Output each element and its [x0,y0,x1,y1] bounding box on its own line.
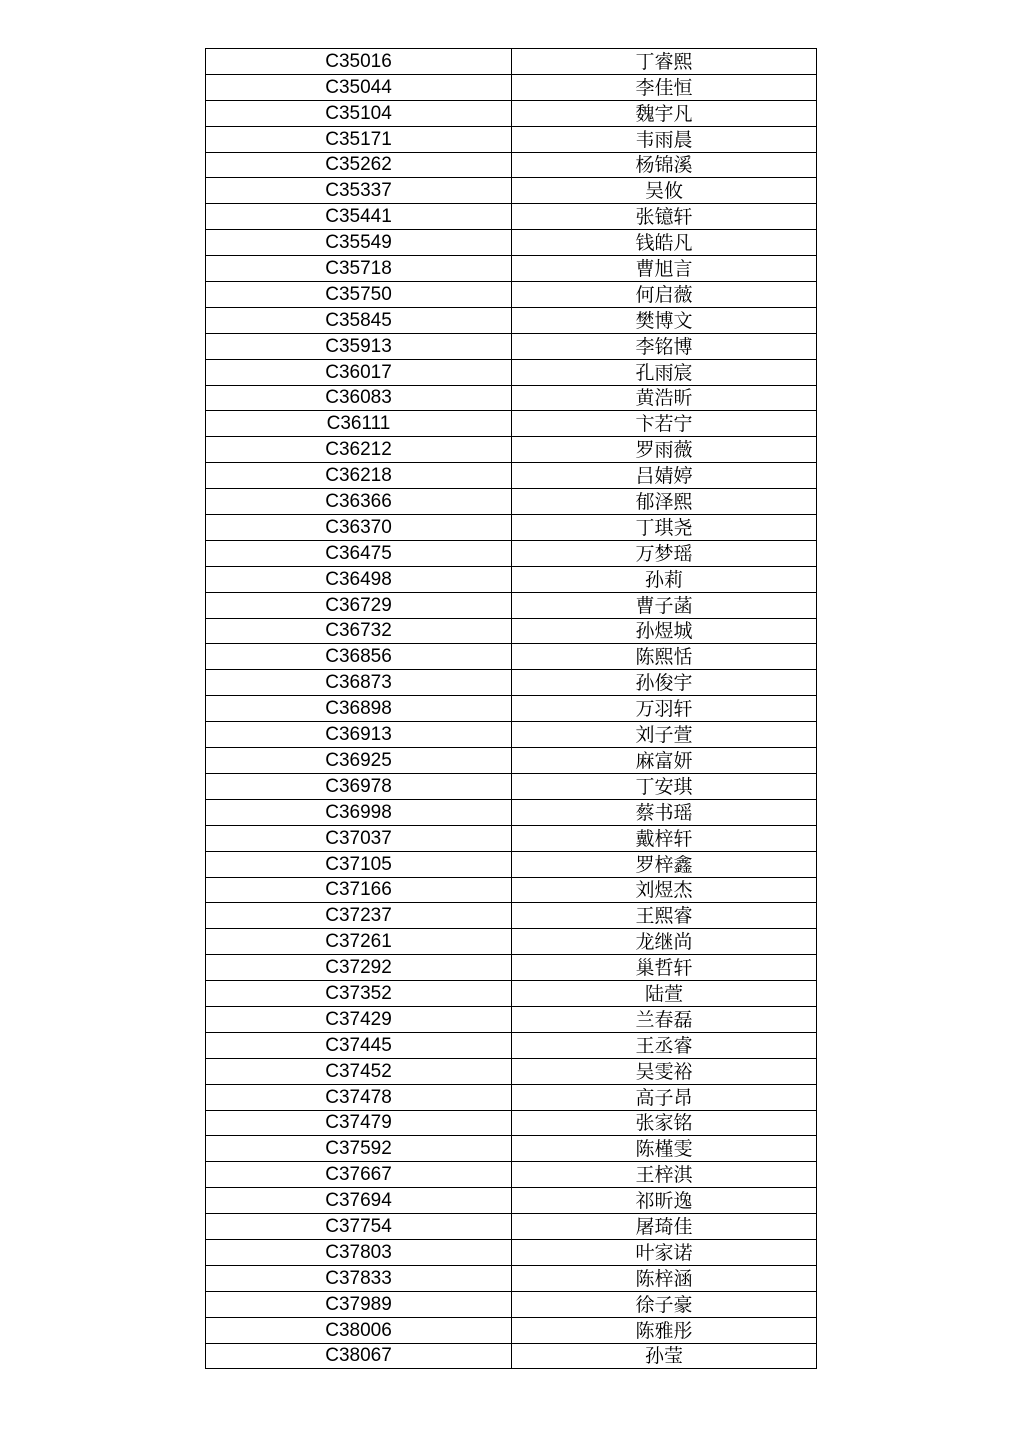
student-name-cell: 张家铭 [512,1110,817,1136]
student-id-cell: C37667 [206,1162,512,1188]
student-id-cell: C35845 [206,307,512,333]
table-row [206,1006,817,1032]
student-name-cell: 王梓淇 [512,1162,817,1188]
table-row [206,515,817,541]
table-row [206,670,817,696]
table-row [206,696,817,722]
student-id-cell: C35441 [206,204,512,230]
student-id-cell: C36083 [206,385,512,411]
student-id-cell: C36978 [206,773,512,799]
table-row [206,204,817,230]
student-id-cell: C36732 [206,618,512,644]
student-name-cell: 吕婧婷 [512,463,817,489]
table-row [206,644,817,670]
table-row [206,1291,817,1317]
table-row [206,1214,817,1240]
student-name-cell: 蔡书瑶 [512,799,817,825]
table-row [206,748,817,774]
student-name-cell: 刘煜杰 [512,877,817,903]
student-id-cell: C36856 [206,644,512,670]
table-row [206,489,817,515]
student-id-cell: C36925 [206,748,512,774]
student-id-cell: C36498 [206,566,512,592]
student-name-cell: 黄浩昕 [512,385,817,411]
student-name-cell: 钱皓凡 [512,230,817,256]
table-row [206,877,817,903]
student-name-cell: 曹子菡 [512,592,817,618]
student-name-cell: 巢哲轩 [512,955,817,981]
table-row [206,1110,817,1136]
student-name-cell: 张镱轩 [512,204,817,230]
table-row [206,463,817,489]
student-name-cell: 吴雯裕 [512,1058,817,1084]
student-name-cell: 徐子豪 [512,1291,817,1317]
table-row [206,1188,817,1214]
student-id-cell: C37292 [206,955,512,981]
table-row [206,178,817,204]
student-id-cell: C35750 [206,282,512,308]
table-row [206,981,817,1007]
table-row [206,256,817,282]
student-name-cell: 陈熙恬 [512,644,817,670]
student-id-cell: C37694 [206,1188,512,1214]
student-name-cell: 陈槿雯 [512,1136,817,1162]
table-row [206,307,817,333]
student-name-cell: 孙俊宇 [512,670,817,696]
table-row [206,74,817,100]
student-id-cell: C37479 [206,1110,512,1136]
student-name-cell: 万羽轩 [512,696,817,722]
student-name-cell: 郁泽熙 [512,489,817,515]
student-name-cell: 李佳恒 [512,74,817,100]
table-row [206,411,817,437]
roster-table-container [205,48,817,1369]
student-name-cell: 万梦瑶 [512,540,817,566]
student-id-cell: C36913 [206,722,512,748]
student-id-cell: C36873 [206,670,512,696]
student-id-cell: C38006 [206,1317,512,1343]
table-row [206,152,817,178]
student-id-cell: C37592 [206,1136,512,1162]
student-id-cell: C37166 [206,877,512,903]
table-row [206,722,817,748]
student-id-cell: C37478 [206,1084,512,1110]
table-row [206,1265,817,1291]
table-row [206,1058,817,1084]
student-name-cell: 麻富妍 [512,748,817,774]
student-name-cell: 樊博文 [512,307,817,333]
student-id-cell: C35262 [206,152,512,178]
student-name-cell: 孙莹 [512,1343,817,1369]
table-row [206,333,817,359]
table-row [206,1162,817,1188]
student-id-cell: C37429 [206,1006,512,1032]
table-row [206,230,817,256]
student-id-cell: C36366 [206,489,512,515]
student-name-cell: 祁昕逸 [512,1188,817,1214]
table-row [206,1317,817,1343]
table-row [206,49,817,75]
student-id-cell: C35718 [206,256,512,282]
table-row [206,1343,817,1369]
student-name-cell: 龙继尚 [512,929,817,955]
table-row [206,799,817,825]
student-name-cell: 王熙睿 [512,903,817,929]
student-name-cell: 陈雅彤 [512,1317,817,1343]
student-id-cell: C37105 [206,851,512,877]
student-name-cell: 李铭博 [512,333,817,359]
student-name-cell: 陆萱 [512,981,817,1007]
table-row [206,359,817,385]
student-id-cell: C37352 [206,981,512,1007]
table-row [206,851,817,877]
student-id-cell: C36017 [206,359,512,385]
student-id-cell: C35104 [206,100,512,126]
student-id-cell: C36729 [206,592,512,618]
roster-table-body [206,49,817,1369]
table-row [206,825,817,851]
table-row [206,592,817,618]
student-name-cell: 孔雨宸 [512,359,817,385]
student-id-cell: C35913 [206,333,512,359]
table-row [206,385,817,411]
table-row [206,618,817,644]
student-id-cell: C37237 [206,903,512,929]
table-row [206,540,817,566]
table-row [206,903,817,929]
student-name-cell: 陈梓涵 [512,1265,817,1291]
table-row [206,773,817,799]
table-row [206,929,817,955]
student-id-cell: C37754 [206,1214,512,1240]
student-id-cell: C36475 [206,540,512,566]
student-id-cell: C36998 [206,799,512,825]
student-name-cell: 王丞睿 [512,1032,817,1058]
table-row [206,126,817,152]
student-id-cell: C37803 [206,1239,512,1265]
student-id-cell: C35549 [206,230,512,256]
student-id-cell: C36212 [206,437,512,463]
student-name-cell: 罗梓鑫 [512,851,817,877]
student-name-cell: 魏宇凡 [512,100,817,126]
student-id-cell: C35016 [206,49,512,75]
table-row [206,1239,817,1265]
table-row [206,282,817,308]
student-id-cell: C35337 [206,178,512,204]
student-id-cell: C37445 [206,1032,512,1058]
student-id-cell: C37989 [206,1291,512,1317]
student-id-cell: C37833 [206,1265,512,1291]
table-row [206,437,817,463]
student-id-cell: C37452 [206,1058,512,1084]
table-row [206,1136,817,1162]
student-id-cell: C36370 [206,515,512,541]
student-name-cell: 兰春磊 [512,1006,817,1032]
student-name-cell: 丁睿熙 [512,49,817,75]
student-name-cell: 高子昂 [512,1084,817,1110]
student-name-cell: 卞若宁 [512,411,817,437]
student-id-cell: C38067 [206,1343,512,1369]
roster-table [205,48,817,1369]
student-name-cell: 杨锦溪 [512,152,817,178]
student-id-cell: C36218 [206,463,512,489]
student-name-cell: 戴梓轩 [512,825,817,851]
student-name-cell: 何启薇 [512,282,817,308]
student-name-cell: 孙煜城 [512,618,817,644]
student-name-cell: 罗雨薇 [512,437,817,463]
student-name-cell: 叶家诺 [512,1239,817,1265]
student-name-cell: 丁琪尧 [512,515,817,541]
table-row [206,1084,817,1110]
student-name-cell: 曹旭言 [512,256,817,282]
student-id-cell: C36111 [206,411,512,437]
student-id-cell: C35171 [206,126,512,152]
student-name-cell: 屠琦佳 [512,1214,817,1240]
student-name-cell: 刘子萱 [512,722,817,748]
student-id-cell: C35044 [206,74,512,100]
table-row [206,955,817,981]
table-row [206,566,817,592]
student-id-cell: C37037 [206,825,512,851]
table-row [206,1032,817,1058]
student-id-cell: C37261 [206,929,512,955]
student-name-cell: 吴攸 [512,178,817,204]
student-name-cell: 孙莉 [512,566,817,592]
student-name-cell: 丁安琪 [512,773,817,799]
student-name-cell: 韦雨晨 [512,126,817,152]
student-id-cell: C36898 [206,696,512,722]
table-row [206,100,817,126]
